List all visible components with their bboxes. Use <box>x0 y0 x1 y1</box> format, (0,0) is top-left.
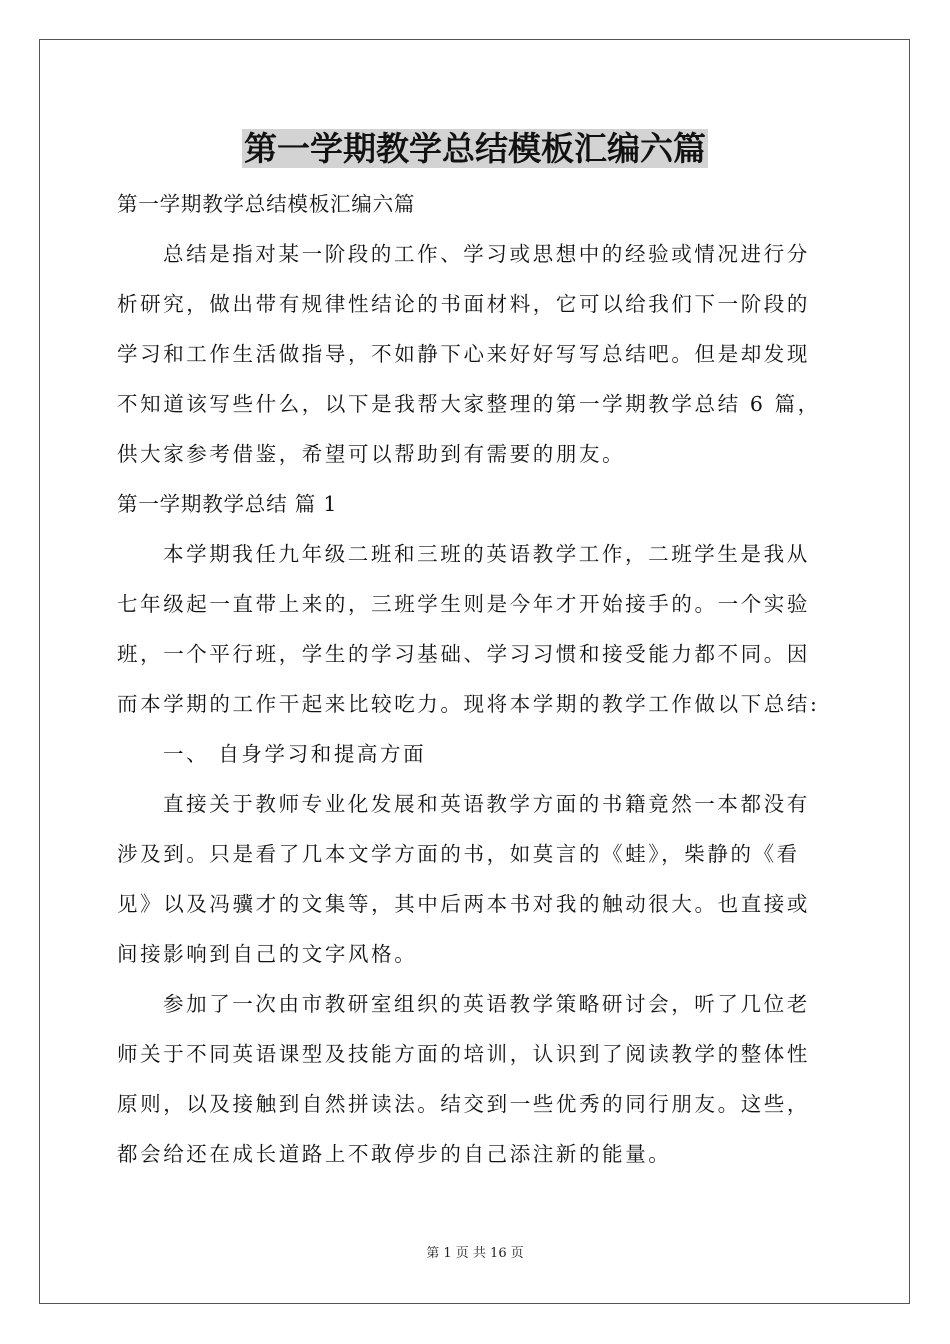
text-line: 都会给还在成长道路上不敢停步的自己添注新的能量。 <box>117 1142 672 1166</box>
text-line: 涉及到。只是看了几本文学方面的书，如莫言的《蛙》，柴静的《看 <box>117 842 800 866</box>
text-line: 而本学期的工作干起来比较吃力。现将本学期的教学工作做以下总结: <box>117 692 820 716</box>
text-line: 见》以及冯骥才的文集等，其中后两本书对我的触动很大。也直接或 <box>117 892 810 916</box>
text-line: 师关于不同英语课型及技能方面的培训，认识到了阅读教学的整体性 <box>117 1042 810 1066</box>
text-line: 一、 自身学习和提高方面 <box>163 742 427 766</box>
text-line: 总结是指对某一阶段的工作、学习或思想中的经验或情况进行分 <box>163 242 810 266</box>
text-line: 不知道该写些什么，以下是我帮大家整理的第一学期教学总结 6 篇， <box>117 392 821 416</box>
text-line: 参加了一次由市教研室组织的英语教学策略研讨会，听了几位老 <box>163 992 810 1016</box>
text-line: 本学期我任九年级二班和三班的英语教学工作，二班学生是我从 <box>163 542 810 566</box>
text-line: 班，一个平行班，学生的学习基础、学习习惯和接受能力都不同。因 <box>117 642 810 666</box>
text-line: 第一学期教学总结模板汇编六篇 <box>117 192 416 216</box>
text-line: 七年级起一直带上来的，三班学生则是今年才开始接手的。一个实验 <box>117 592 810 616</box>
page-footer: 第 1 页 共 16 页 <box>426 1246 524 1261</box>
text-line: 学习和工作生活做指导，不如静下心来好好写写总结吧。但是却发现 <box>117 342 810 366</box>
text-line: 析研究，做出带有规律性结论的书面材料，它可以给我们下一阶段的 <box>117 292 810 316</box>
document-title-text: 第一学期教学总结模板汇编六篇 <box>244 129 706 168</box>
text-line: 供大家参考借鉴，希望可以帮助到有需要的朋友。 <box>117 442 626 466</box>
text-line: 原则，以及接触到自然拼读法。结交到一些优秀的同行朋友。这些， <box>117 1092 810 1116</box>
document-title <box>0 127 950 171</box>
text-line: 直接关于教师专业化发展和英语教学方面的书籍竟然一本都没有 <box>163 792 810 816</box>
document-body <box>117 179 833 1179</box>
text-line: 间接影响到自己的文字风格。 <box>117 942 418 966</box>
text-line: 第一学期教学总结 篇 1 <box>117 492 338 516</box>
